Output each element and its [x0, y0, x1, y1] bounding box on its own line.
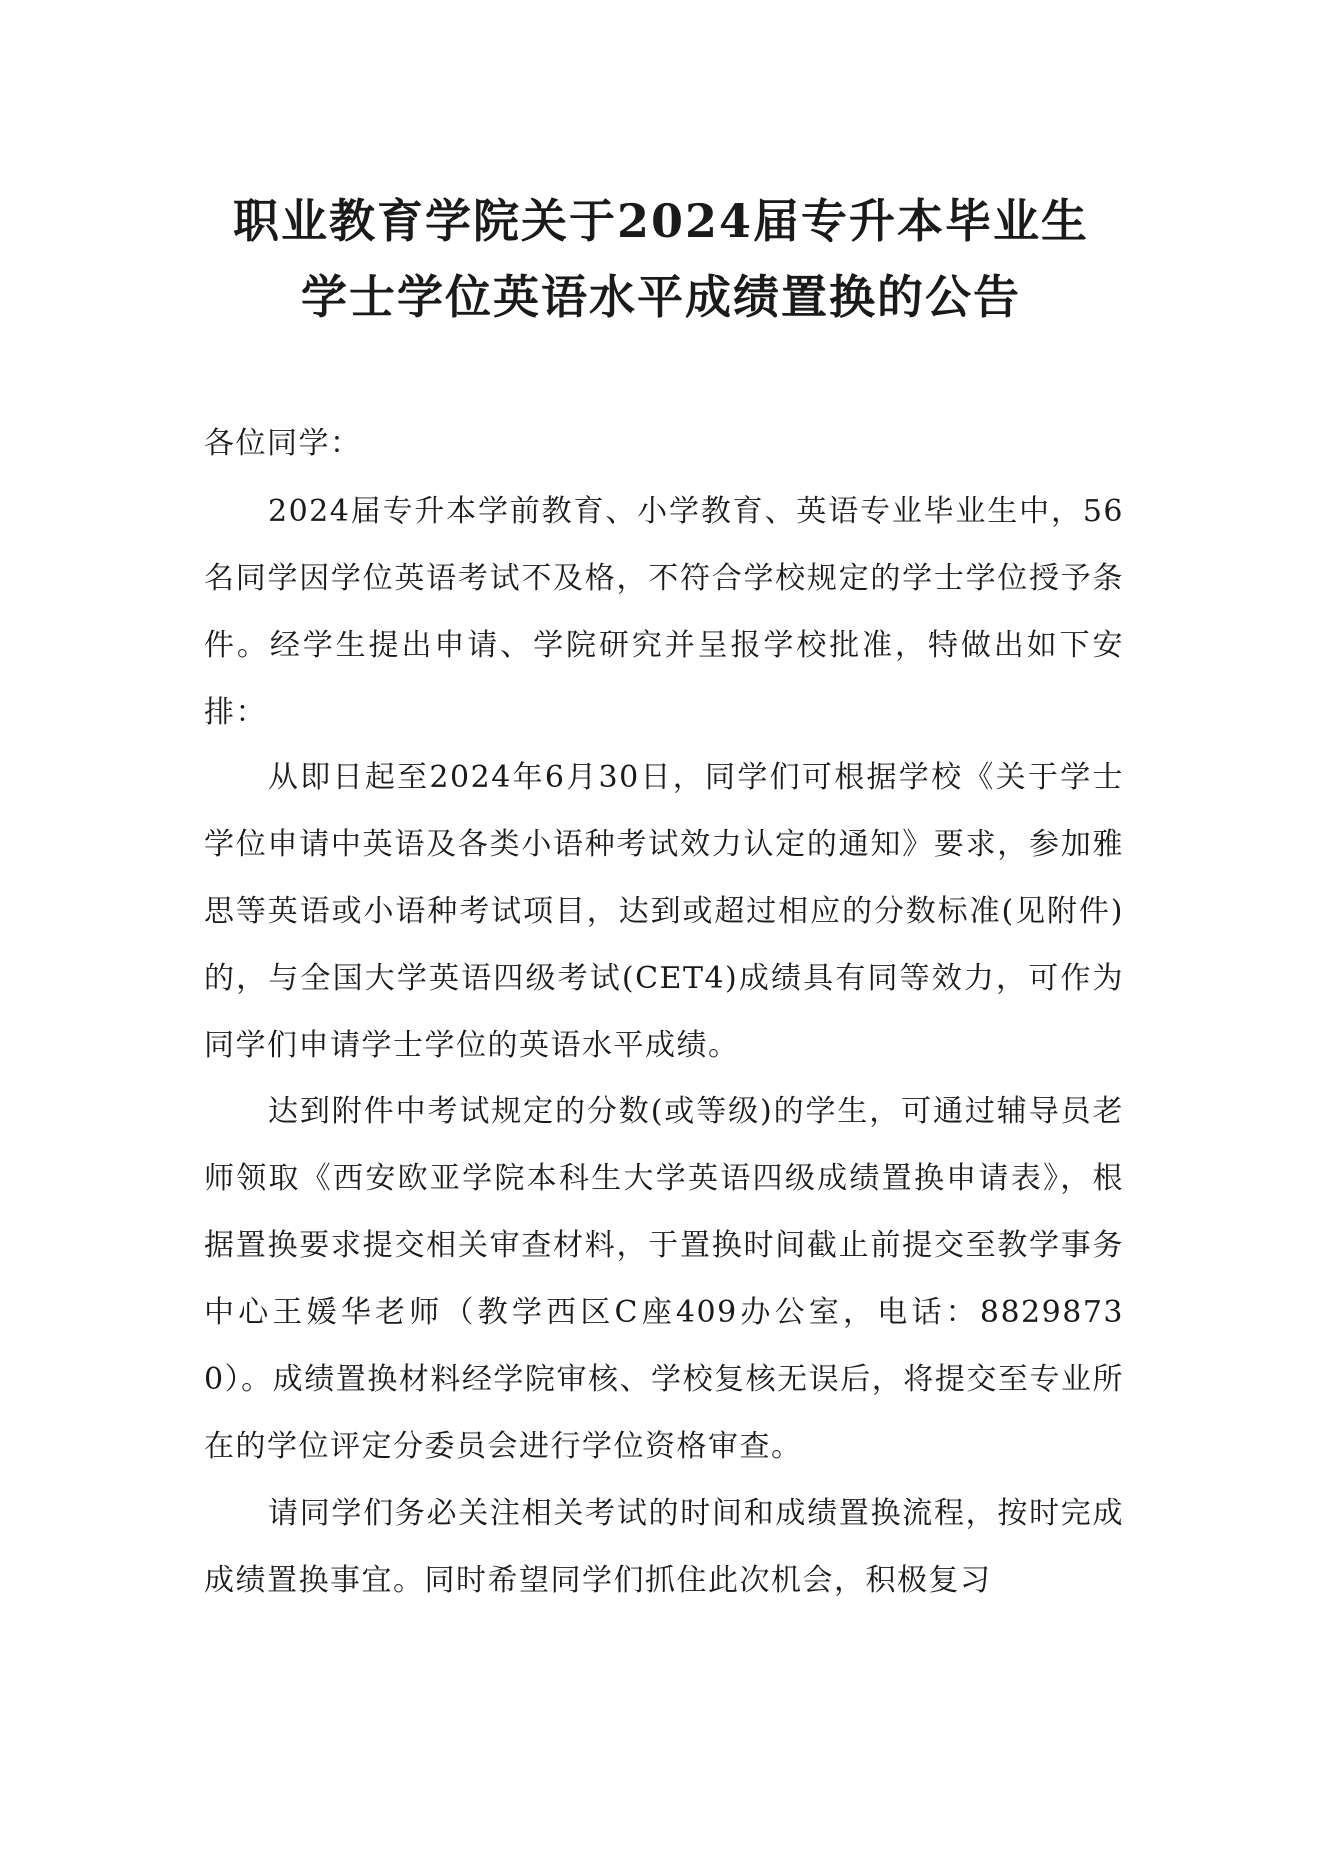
- paragraph-arrangement: 2024届专升本学前教育、小学教育、英语专业毕业生中，56名同学因学位英语考试不及格，不符合学校规定的学士学位授予条件。经学生提出申请、学院研究并呈报学校批准，特做出如下安排：: [204, 494, 1124, 730]
- paragraph-reminder: 请同学们务必关注相关考试的时间和成绩置换流程，按时完成成绩置换事宜。同时希望同学们抓住此次机会，积极复习: [204, 1496, 1124, 1598]
- document-title-line-2: 学士学位英语水平成绩置换的公告: [301, 270, 1021, 324]
- salutation: 各位同学：: [204, 426, 362, 461]
- paragraph-application-process: 达到附件中考试规定的分数(或等级)的学生，可通过辅导员老师领取《西安欧亚学院本科生大学英语四级成绩置换申请表》，根据置换要求提交相关审查材料，于置换时间截止前提交至教学事务中心王媛华老师（教学西区C座409办公室，电话：88298730）。成绩置换材料经学院审核、学校复核无误后，将提交至专业所在的学位评定分委员会进行学位资格审查。: [204, 1094, 1124, 1464]
- paragraph-exam-equivalence: 从即日起至2024年6月30日，同学们可根据学校《关于学士学位申请中英语及各类小语种考试效力认定的通知》要求，参加雅思等英语或小语种考试项目，达到或超过相应的分数标准(见附件)的，与全国大学英语四级考试(CET4)成绩具有同等效力，可作为同学们申请学士学位的英语水平成绩。: [204, 760, 1124, 1063]
- document-title-line-1: 职业教育学院关于2024届专升本毕业生: [232, 194, 1090, 248]
